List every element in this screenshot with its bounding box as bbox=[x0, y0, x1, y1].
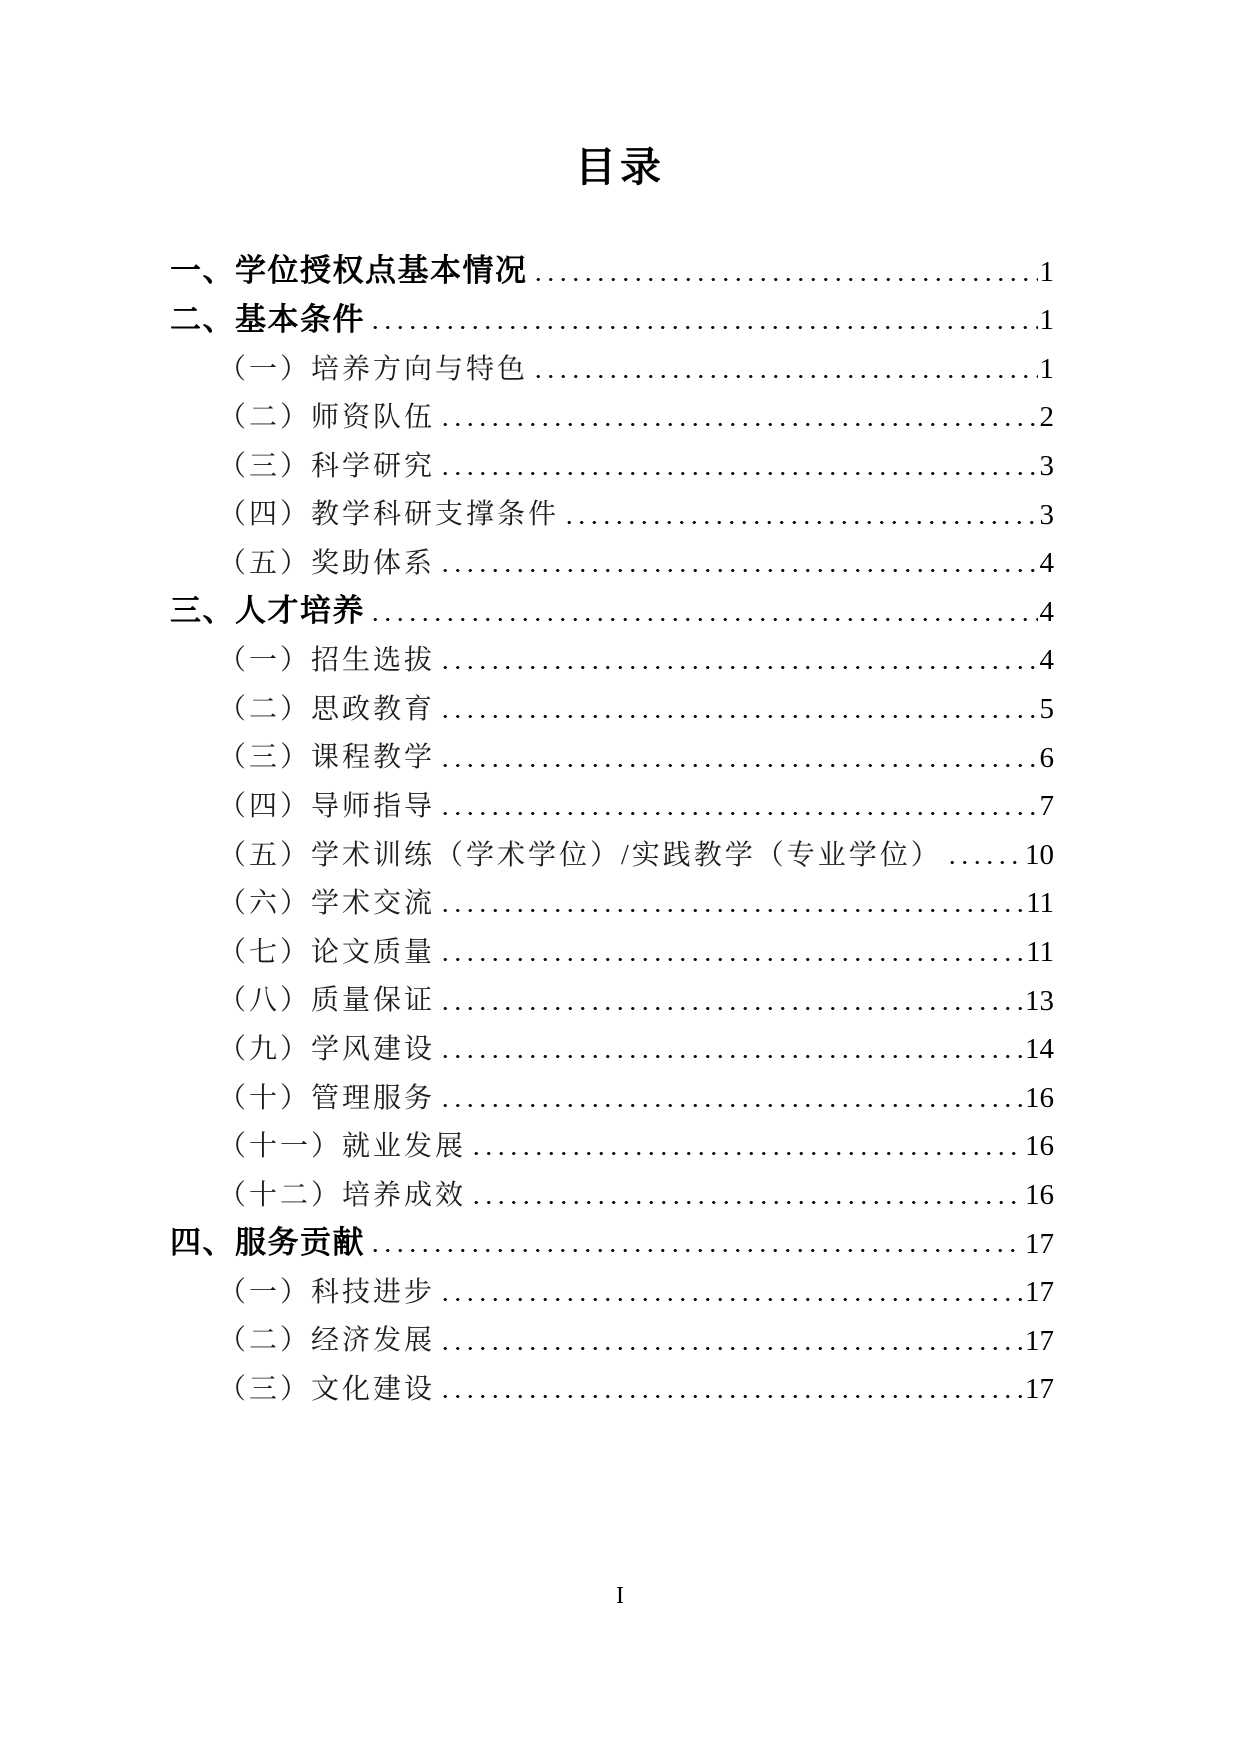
toc-entry-page-number: 17 bbox=[1025, 1373, 1054, 1406]
toc-entry-page-number: 17 bbox=[1025, 1227, 1054, 1260]
toc-entry-label: 四、服务贡献 bbox=[170, 1224, 365, 1260]
toc-entry-label: （五）学术训练（学术学位）/实践教学（专业学位） bbox=[218, 839, 942, 871]
dot-leader bbox=[470, 1200, 1023, 1205]
toc-entry bbox=[170, 337, 1054, 386]
toc-entry bbox=[170, 289, 1054, 338]
toc-entry-page-number: 1 bbox=[1039, 304, 1054, 337]
toc-entry bbox=[170, 969, 1054, 1018]
toc-entry-page-number: 11 bbox=[1026, 936, 1054, 969]
toc-list bbox=[170, 240, 1054, 1406]
toc-entry-label: （十二）培养成效 bbox=[218, 1179, 467, 1211]
toc-entry-page-number: 16 bbox=[1025, 1178, 1054, 1211]
toc-entry-page-number: 17 bbox=[1025, 1324, 1054, 1357]
dot-leader bbox=[439, 908, 1024, 913]
toc-entry bbox=[170, 434, 1054, 483]
toc-entry-page-number: 4 bbox=[1039, 547, 1054, 580]
toc-entry-label: （一）培养方向与特色 bbox=[218, 353, 529, 385]
toc-entry bbox=[170, 1260, 1054, 1309]
toc-entry-label: （六）学术交流 bbox=[218, 888, 436, 920]
toc-entry-page-number: 13 bbox=[1025, 984, 1054, 1017]
toc-entry-label: （九）学风建设 bbox=[218, 1033, 436, 1065]
toc-entry bbox=[170, 1163, 1054, 1212]
dot-leader bbox=[439, 1006, 1023, 1011]
dot-leader bbox=[439, 811, 1037, 816]
dot-leader bbox=[439, 471, 1037, 476]
toc-entry-page-number: 3 bbox=[1039, 450, 1054, 483]
toc-entry-page-number: 17 bbox=[1025, 1276, 1054, 1309]
toc-entry-label: 三、人才培养 bbox=[170, 593, 365, 629]
toc-entry bbox=[170, 677, 1054, 726]
toc-entry bbox=[170, 1115, 1054, 1164]
footer-page-number: I bbox=[616, 1583, 624, 1609]
dot-leader bbox=[439, 957, 1024, 962]
toc-entry-label: 一、学位授权点基本情况 bbox=[170, 252, 528, 288]
toc-entry bbox=[170, 532, 1054, 581]
toc-entry-page-number: 16 bbox=[1025, 1130, 1054, 1163]
dot-leader bbox=[532, 374, 1037, 379]
toc-entry-page-number: 16 bbox=[1025, 1081, 1054, 1114]
toc-entry-page-number: 1 bbox=[1039, 352, 1054, 385]
toc-entry-label: （三）课程教学 bbox=[218, 742, 436, 774]
toc-entry-label: （四）教学科研支撑条件 bbox=[218, 499, 560, 531]
toc-entry bbox=[170, 1358, 1054, 1407]
dot-leader bbox=[439, 665, 1037, 670]
toc-entry-page-number: 4 bbox=[1039, 595, 1054, 628]
toc-entry-page-number: 5 bbox=[1039, 693, 1054, 726]
toc-entry bbox=[170, 1212, 1054, 1261]
toc-entry-page-number: 7 bbox=[1039, 790, 1054, 823]
toc-entry bbox=[170, 240, 1054, 289]
toc-entry-page-number: 1 bbox=[1039, 255, 1054, 288]
toc-entry bbox=[170, 386, 1054, 435]
toc-entry-label: （二）思政教育 bbox=[218, 693, 436, 725]
dot-leader bbox=[439, 763, 1037, 768]
dot-leader bbox=[369, 617, 1038, 622]
dot-leader bbox=[369, 1248, 1023, 1253]
dot-leader bbox=[439, 568, 1037, 573]
dot-leader bbox=[439, 1394, 1023, 1399]
toc-entry-label: （三）科学研究 bbox=[218, 450, 436, 482]
toc-entry-page-number: 14 bbox=[1025, 1033, 1054, 1066]
page-title: 目录 bbox=[575, 144, 665, 190]
toc-entry bbox=[170, 1309, 1054, 1358]
dot-leader bbox=[369, 325, 1038, 330]
toc-entry-label: （八）质量保证 bbox=[218, 985, 436, 1017]
toc-entry-page-number: 4 bbox=[1039, 644, 1054, 677]
toc-entry bbox=[170, 580, 1054, 629]
toc-entry bbox=[170, 823, 1054, 872]
toc-entry-label: （二）经济发展 bbox=[218, 1325, 436, 1357]
toc-entry bbox=[170, 872, 1054, 921]
toc-entry bbox=[170, 629, 1054, 678]
toc-entry-label: （四）导师指导 bbox=[218, 790, 436, 822]
dot-leader bbox=[439, 1297, 1023, 1302]
toc-entry-label: （二）师资队伍 bbox=[218, 402, 436, 434]
dot-leader bbox=[946, 860, 1023, 865]
toc-entry bbox=[170, 920, 1054, 969]
toc-entry-label: （十一）就业发展 bbox=[218, 1131, 467, 1163]
dot-leader bbox=[563, 520, 1037, 525]
toc-entry-page-number: 3 bbox=[1039, 498, 1054, 531]
dot-leader bbox=[439, 422, 1037, 427]
toc-entry-label: （一）招生选拔 bbox=[218, 645, 436, 677]
toc-entry-label: （七）论文质量 bbox=[218, 936, 436, 968]
toc-entry bbox=[170, 1018, 1054, 1067]
dot-leader bbox=[439, 714, 1037, 719]
toc-entry bbox=[170, 483, 1054, 532]
dot-leader bbox=[439, 1054, 1023, 1059]
toc-entry-label: （五）奖助体系 bbox=[218, 547, 436, 579]
toc-entry-label: （三）文化建设 bbox=[218, 1374, 436, 1406]
toc-entry bbox=[170, 726, 1054, 775]
toc-entry bbox=[170, 775, 1054, 824]
dot-leader bbox=[439, 1346, 1023, 1351]
toc-entry-page-number: 10 bbox=[1025, 838, 1054, 871]
toc-entry-page-number: 11 bbox=[1026, 887, 1054, 920]
toc-entry bbox=[170, 1066, 1054, 1115]
dot-leader bbox=[439, 1103, 1023, 1108]
toc-entry-page-number: 2 bbox=[1039, 401, 1054, 434]
toc-entry-label: （一）科技进步 bbox=[218, 1276, 436, 1308]
toc-entry-label: 二、基本条件 bbox=[170, 301, 365, 337]
toc-entry-label: （十）管理服务 bbox=[218, 1082, 436, 1114]
dot-leader bbox=[532, 277, 1038, 282]
toc-entry-page-number: 6 bbox=[1039, 741, 1054, 774]
dot-leader bbox=[470, 1151, 1023, 1156]
